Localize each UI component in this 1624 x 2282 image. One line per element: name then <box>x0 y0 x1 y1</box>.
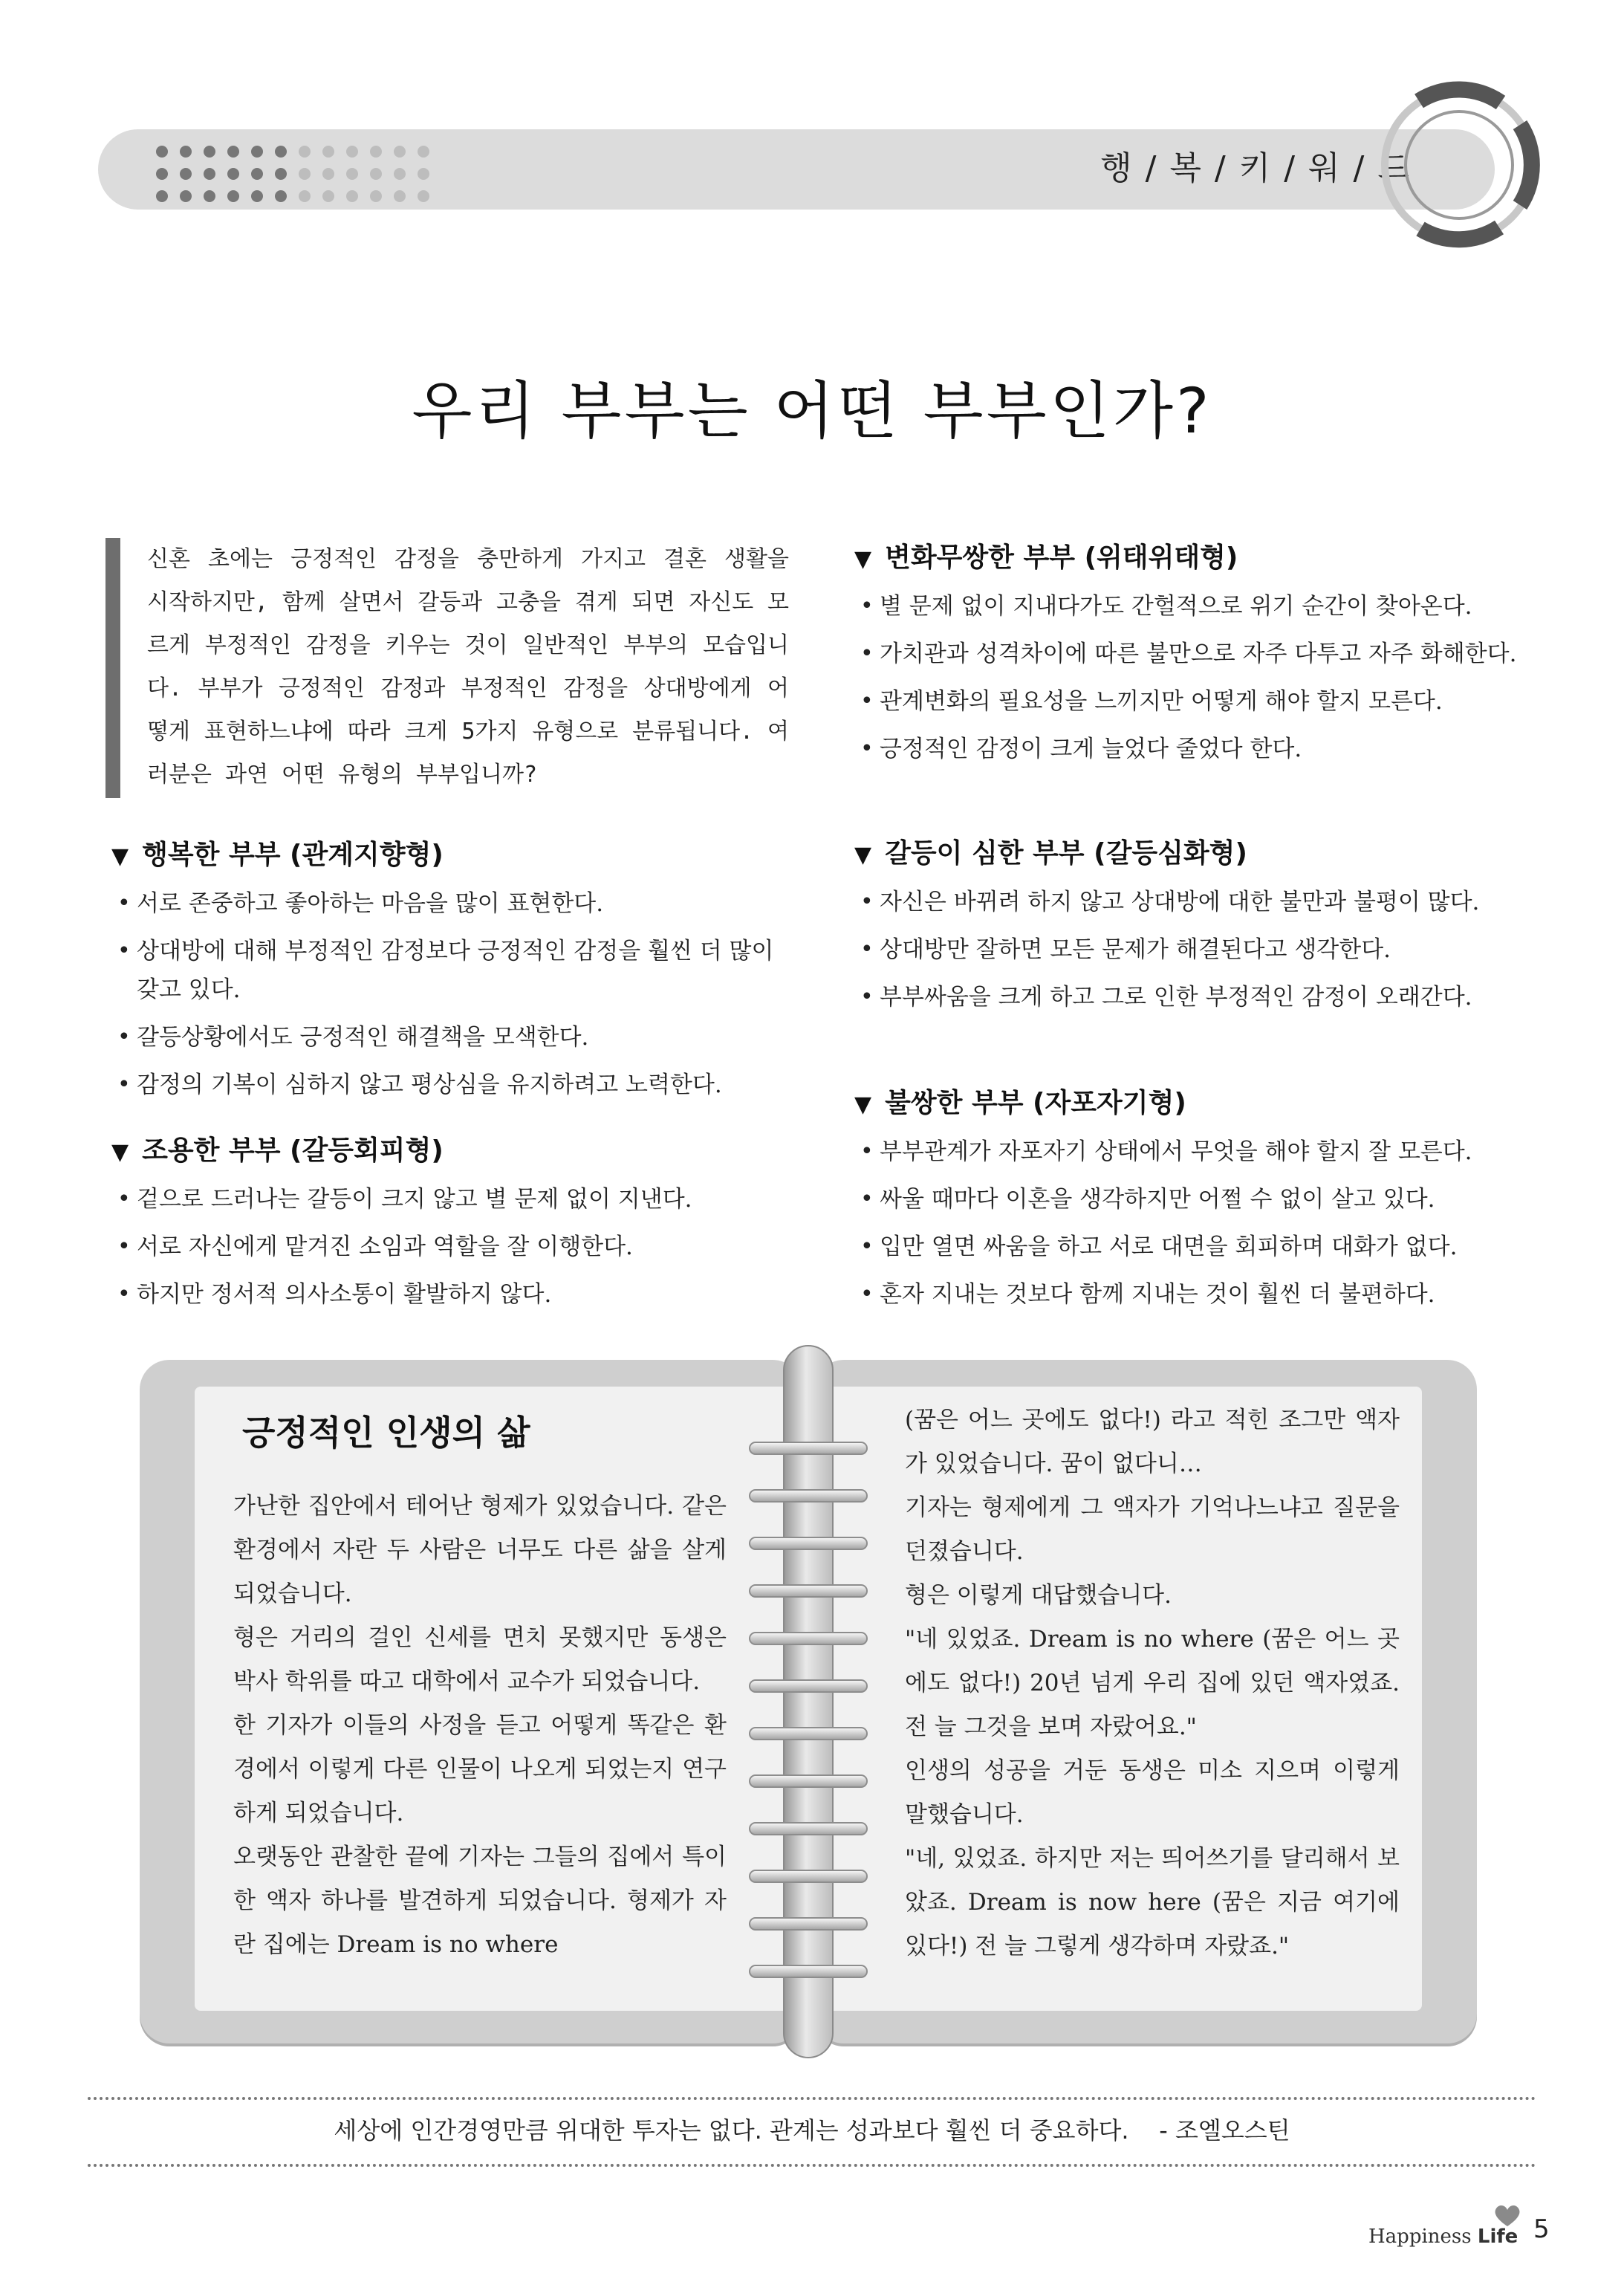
section-heading: ▼ 갈등이 심한 부부 (갈등심화형) <box>854 838 1247 869</box>
list-item: • 서로 자신에게 맡겨진 소임과 역할을 잘 이행한다. <box>111 1228 795 1266</box>
dot-decoration <box>299 190 311 202</box>
spiral-ring <box>749 1489 868 1503</box>
dot-decoration <box>370 146 382 158</box>
dot-decoration <box>346 146 358 158</box>
spiral-ring <box>749 1584 868 1598</box>
dot-decoration <box>251 146 263 158</box>
dot-decoration <box>156 146 168 158</box>
list-item: • 하지만 정서적 의사소통이 활발하지 않다. <box>111 1275 795 1314</box>
story-paragraph: (꿈은 어느 곳에도 없다!) 라고 적힌 조그만 액자가 있었습니다. 꿈이 없다니… <box>905 1407 1400 1477</box>
triangle-down-icon: ▼ <box>111 843 129 869</box>
dot-decoration <box>394 146 406 158</box>
list-item: • 긍정적인 감정이 크게 늘었다 줄었다 한다. <box>854 730 1530 768</box>
spiral-ring <box>749 1537 868 1550</box>
dot-decoration <box>394 190 406 202</box>
story-paragraph: 기자는 형제에게 그 액자가 기억나느냐고 질문을 던졌습니다. <box>905 1494 1400 1565</box>
dot-decoration <box>251 168 263 180</box>
triangle-down-icon: ▼ <box>111 1139 129 1165</box>
section-heading: ▼ 조용한 부부 (갈등회피형) <box>111 1135 444 1166</box>
list-item: • 부부관계가 자포자기 상태에서 무엇을 해야 할지 잘 모른다. <box>854 1132 1530 1171</box>
dot-decoration <box>346 190 358 202</box>
dot-decoration <box>346 168 358 180</box>
brand-logo: Happiness Life <box>1368 2226 1519 2248</box>
list-item: • 감정의 기복이 심하지 않고 평상심을 유지하려고 노력한다. <box>111 1066 795 1104</box>
dot-decoration <box>370 190 382 202</box>
list-item: • 부부싸움을 크게 하고 그로 인한 부정적인 감정이 오래간다. <box>854 978 1530 1017</box>
section-heading: ▼ 행복한 부부 (관계지향형) <box>111 840 444 870</box>
header-dots-decoration <box>156 146 434 202</box>
section-happy-couple <box>111 837 795 1113</box>
spiral-ring <box>749 1727 868 1740</box>
story-paragraph: 형은 이렇게 대답했습니다. <box>905 1582 1172 1609</box>
dotted-divider <box>88 2164 1536 2167</box>
dot-decoration <box>227 190 239 202</box>
story-paragraph: 형은 거리의 걸인 신세를 면치 못했지만 동생은 박사 학위를 따고 대학에서 교수가 되었습니다. <box>233 1624 727 1695</box>
dot-decoration <box>156 168 168 180</box>
section-volatile-couple <box>854 539 1530 777</box>
spiral-ring <box>749 1917 868 1931</box>
list-item: • 서로 존중하고 좋아하는 마음을 많이 표현한다. <box>111 884 795 923</box>
dot-decoration <box>275 190 287 202</box>
notebook-left-text <box>233 1485 727 1967</box>
dot-decoration <box>299 146 311 158</box>
bullet-list <box>111 1180 795 1314</box>
story-paragraph: "네 있었죠. Dream is no where (꿈은 어느 곳에도 없다!) 20년 넘게 우리 집에 있던 액자였죠. 전 늘 그것을 보며 자랐어요." <box>905 1626 1400 1740</box>
dot-decoration <box>418 190 429 202</box>
story-paragraph: 한 기자가 이들의 사정을 듣고 어떻게 똑같은 환경에서 이렇게 다른 인물이 나오게 되었는지 연구하게 되었습니다. <box>233 1712 727 1826</box>
section-heading: ▼ 불쌍한 부부 (자포자기형) <box>854 1088 1186 1118</box>
dot-decoration <box>180 168 192 180</box>
story-paragraph: 가난한 집안에서 테어난 형제가 있었습니다. 같은 환경에서 자란 두 사람은 너무도 다른 삶을 살게 되었습니다. <box>233 1493 727 1607</box>
bullet-list <box>854 883 1530 1017</box>
list-item: • 관계변화의 필요성을 느끼지만 어떻게 해야 할지 모른다. <box>854 682 1530 721</box>
list-item: • 가치관과 성격차이에 따른 불만으로 자주 다투고 자주 화해한다. <box>854 635 1530 673</box>
dot-decoration <box>227 146 239 158</box>
dot-decoration <box>299 168 311 180</box>
dot-decoration <box>275 168 287 180</box>
spiral-ring <box>749 1774 868 1788</box>
dot-decoration <box>204 146 215 158</box>
spiral-ring <box>749 1442 868 1455</box>
list-item: • 별 문제 없이 지내다가도 간헐적으로 위기 순간이 찾아온다. <box>854 587 1530 626</box>
story-paragraph: 인생의 성공을 거둔 동생은 미소 지으며 이렇게 말했습니다. <box>905 1757 1400 1828</box>
dot-decoration <box>180 146 192 158</box>
story-paragraph: "네, 있었죠. 하지만 저는 띄어쓰기를 달리해서 보았죠. Dream is now here (꿈은 지금 여기에 있다!) 전 늘 그렇게 생각하며 자랐죠." <box>905 1845 1400 1960</box>
dot-decoration <box>370 168 382 180</box>
dot-decoration <box>227 168 239 180</box>
dot-decoration <box>204 168 215 180</box>
list-item: • 상대방만 잘하면 모든 문제가 해결된다고 생각한다. <box>854 930 1530 969</box>
list-item: • 갈등상황에서도 긍정적인 해결책을 모색한다. <box>111 1018 795 1057</box>
list-item: • 혼자 지내는 것보다 함께 지내는 것이 훨씬 더 불편하다. <box>854 1275 1530 1314</box>
section-quiet-couple <box>111 1132 795 1323</box>
page-number: 5 <box>1533 2214 1550 2244</box>
list-item: • 싸울 때마다 이혼을 생각하지만 어쩔 수 없이 살고 있다. <box>854 1180 1530 1219</box>
dot-decoration <box>322 190 334 202</box>
dotted-divider <box>88 2097 1536 2100</box>
list-item: • 자신은 바뀌려 하지 않고 상대방에 대한 불만과 불평이 많다. <box>854 883 1530 921</box>
dot-decoration <box>275 146 287 158</box>
spiral-ring <box>749 1870 868 1883</box>
notebook-right-text <box>905 1398 1400 1968</box>
spiral-ring <box>749 1632 868 1645</box>
footer-quote: 세상에 인간경영만큼 위대한 투자는 없다. 관계는 성과보다 훨씬 더 중요하다. - 조엘오스틴 <box>334 2116 1290 2145</box>
dot-decoration <box>418 146 429 158</box>
list-item: • 겉으로 드러나는 갈등이 크지 않고 별 문제 없이 지낸다. <box>111 1180 795 1219</box>
heart-icon <box>1493 2202 1521 2228</box>
triangle-down-icon: ▼ <box>854 546 872 572</box>
section-conflict-couple <box>854 835 1530 1025</box>
triangle-down-icon: ▼ <box>854 842 872 868</box>
section-label: 행 / 복 / 키 / 워 / 드 <box>1100 149 1411 187</box>
dot-decoration <box>322 146 334 158</box>
intro-box <box>105 538 789 798</box>
spiral-ring <box>749 1822 868 1835</box>
bullet-list <box>854 1132 1530 1314</box>
notebook-title: 긍정적인 인생의 삶 <box>242 1413 530 1453</box>
list-item: • 상대방에 대해 부정적인 감정보다 긍정적인 감정을 훨씬 더 많이 갖고 있다. <box>111 932 795 1009</box>
dot-decoration <box>180 190 192 202</box>
list-item: • 입만 열면 싸움을 하고 서로 대면을 회피하며 대화가 없다. <box>854 1228 1530 1266</box>
dot-decoration <box>394 168 406 180</box>
intro-text: 신혼 초에는 긍정적인 감정을 충만하게 가지고 결혼 생활을 시작하지만, 함께 살면서 갈등과 고충을 겪게 되면 자신도 모르게 부정적인 감정을 키우는 것이 일반적인 부부의 모습입니다. 부부가 긍정적인 감정과 부정적인 감정을 상대방에게 어떻게 표현하느냐에 따라 크게 5가지 유형으로 분류됩니다. 여러분은 과연 어떤 유형의 부부입니까? <box>147 546 789 788</box>
section-unhappy-couple <box>854 1085 1530 1323</box>
section-heading: ▼ 변화무쌍한 부부 (위태위태형) <box>854 542 1238 573</box>
dot-decoration <box>322 168 334 180</box>
dot-decoration <box>156 190 168 202</box>
dot-decoration <box>204 190 215 202</box>
dot-decoration <box>418 168 429 180</box>
spiral-ring <box>749 1965 868 1978</box>
notebook-illustration <box>140 1360 1477 2043</box>
triangle-down-icon: ▼ <box>854 1092 872 1118</box>
story-paragraph: 오랫동안 관찰한 끝에 기자는 그들의 집에서 특이한 액자 하나를 발견하게 되었습니다. 형제가 자란 집에는 Dream is no where <box>233 1844 727 1958</box>
bullet-list <box>854 587 1530 768</box>
spiral-ring <box>749 1679 868 1693</box>
dot-decoration <box>251 190 263 202</box>
ring-decoration-icon <box>1374 80 1544 250</box>
bullet-list <box>111 884 795 1104</box>
page-title: 우리 부부는 어떤 부부인가? <box>412 375 1212 448</box>
